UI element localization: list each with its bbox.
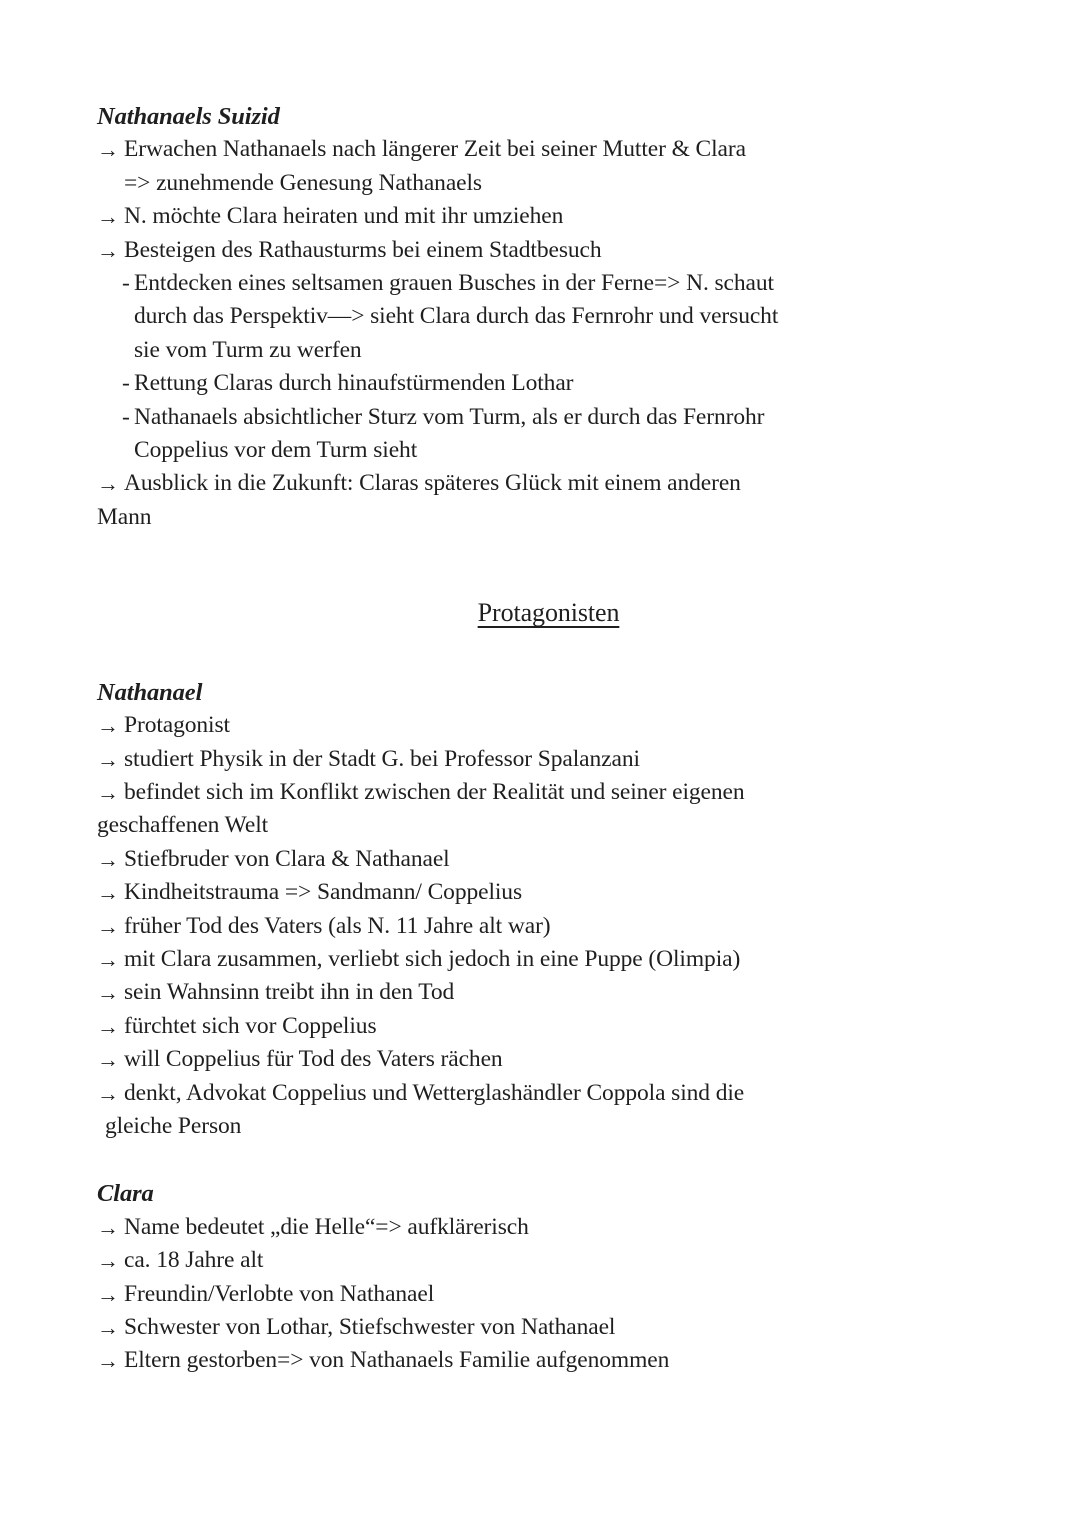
arrow-list-item (97, 976, 1000, 1009)
line-text: Eltern gestorben=> von Nathanaels Familie aufgenommen (124, 1347, 670, 1374)
arrow-list-item (97, 910, 1000, 943)
arrow-list-item (97, 843, 1000, 876)
dash-bullet-icon: - (122, 403, 130, 430)
arrow-list-item (97, 1278, 1000, 1311)
line-text: Erwachen Nathanaels nach längerer Zeit bei seiner Mutter & Clara (124, 136, 746, 163)
wrapped-text-line (97, 809, 1000, 842)
arrow-bullet-icon: → (97, 779, 119, 805)
line-text: => zunehmende Genesung Nathanaels (124, 169, 482, 196)
line-text: Nathanael (97, 678, 203, 706)
arrow-bullet-icon: → (97, 204, 119, 230)
arrow-bullet-icon: → (97, 1047, 119, 1073)
line-text: Protagonisten (477, 598, 620, 628)
arrow-bullet-icon: → (97, 713, 119, 739)
section-heading (97, 100, 1000, 133)
line-text: Kindheitstrauma => Sandmann/ Coppelius (124, 879, 523, 906)
arrow-list-item (97, 1344, 1000, 1377)
arrow-bullet-icon: → (97, 846, 119, 872)
dash-list-item (97, 367, 1000, 400)
section-spacer (97, 534, 1000, 596)
section-spacer (97, 630, 1000, 676)
line-text: fürchtet sich vor Coppelius (124, 1012, 377, 1039)
line-text: Mann (97, 503, 152, 530)
arrow-bullet-icon: → (97, 137, 119, 163)
dash-bullet-icon: - (122, 270, 130, 297)
arrow-list-item (97, 709, 1000, 742)
line-text: sein Wahnsinn treibt ihn in den Tod (124, 979, 455, 1006)
section-heading (97, 1177, 1000, 1210)
line-text: studiert Physik in der Stadt G. bei Professor Spalanzani (124, 745, 640, 772)
arrow-continuation-line (97, 167, 1000, 200)
line-text: geschaffenen Welt (97, 812, 269, 839)
arrow-bullet-icon: → (97, 946, 119, 972)
line-text: Entdecken eines seltsamen grauen Busches in der Ferne=> N. schaut (134, 270, 774, 297)
dash-list-item (97, 267, 1000, 300)
dash-bullet-icon: - (122, 370, 130, 397)
line-text: Name bedeutet „die Helle“=> aufklärerisch (124, 1213, 529, 1240)
arrow-list-item (97, 743, 1000, 776)
arrow-list-item (97, 876, 1000, 909)
line-text: Nathanaels Suizid (97, 103, 280, 130)
arrow-list-item (97, 1010, 1000, 1043)
line-text: durch das Perspektiv—> sieht Clara durch das Fernrohr und versucht (134, 303, 779, 330)
arrow-list-item (97, 1077, 1000, 1110)
arrow-bullet-icon: → (97, 1348, 119, 1374)
page-heading (97, 596, 1000, 629)
line-text: Freundin/Verlobte von Nathanael (124, 1280, 435, 1307)
arrow-list-item (97, 467, 1000, 500)
arrow-list-item (97, 1211, 1000, 1244)
arrow-list-item (97, 1043, 1000, 1076)
line-text: Nathanaels absichtlicher Sturz vom Turm, als er durch das Fernrohr (134, 403, 765, 430)
dash-list-item (97, 401, 1000, 434)
arrow-list-item (97, 133, 1000, 166)
dash-continuation-line (97, 434, 1000, 467)
line-text: Coppelius vor dem Turm sieht (134, 437, 418, 464)
line-text: will Coppelius für Tod des Vaters rächen (124, 1046, 503, 1073)
wrapped-text-line (97, 501, 1000, 534)
arrow-bullet-icon: → (97, 913, 119, 939)
dash-continuation-line (97, 334, 1000, 367)
line-text: Clara (97, 1180, 154, 1208)
arrow-list-item (97, 234, 1000, 267)
line-text: mit Clara zusammen, verliebt sich jedoch in eine Puppe (Olimpia) (124, 945, 741, 972)
line-text: Schwester von Lothar, Stiefschwester von Nathanael (124, 1314, 616, 1340)
arrow-bullet-icon: → (97, 1013, 119, 1039)
arrow-list-item (97, 776, 1000, 809)
arrow-bullet-icon: → (97, 1080, 119, 1106)
arrow-bullet-icon: → (97, 237, 119, 263)
arrow-list-item (97, 200, 1000, 233)
line-text: Rettung Claras durch hinaufstürmenden Lothar (134, 370, 574, 397)
line-text: N. möchte Clara heiraten und mit ihr umziehen (124, 203, 564, 230)
arrow-bullet-icon: → (97, 980, 119, 1006)
line-text: ca. 18 Jahre alt (124, 1247, 264, 1274)
line-text: denkt, Advokat Coppelius und Wetterglashändler Coppola sind die (124, 1079, 745, 1106)
line-text: befindet sich im Konflikt zwischen der Realität und seiner eigenen (124, 778, 745, 805)
line-text: Protagonist (124, 712, 230, 739)
wrapped-text-line (97, 1110, 1000, 1143)
line-text: Stiefbruder von Clara & Nathanael (124, 845, 450, 872)
arrow-list-item (97, 1311, 1000, 1344)
arrow-bullet-icon: → (97, 1281, 119, 1307)
line-text: früher Tod des Vaters (als N. 11 Jahre alt war) (124, 912, 551, 939)
section-spacer (97, 1143, 1000, 1177)
line-text: sie vom Turm zu werfen (134, 336, 362, 363)
line-text: Ausblick in die Zukunft: Claras späteres Glück mit einem anderen (124, 470, 741, 497)
arrow-bullet-icon: → (97, 880, 119, 906)
arrow-bullet-icon: → (97, 1214, 119, 1240)
arrow-bullet-icon: → (97, 746, 119, 772)
section-heading (97, 676, 1000, 709)
line-text: gleiche Person (105, 1112, 242, 1139)
arrow-list-item (97, 943, 1000, 976)
arrow-bullet-icon: → (97, 1248, 119, 1274)
arrow-bullet-icon: → (97, 1315, 119, 1340)
arrow-bullet-icon: → (97, 471, 119, 497)
line-text: Besteigen des Rathausturms bei einem Stadtbesuch (124, 236, 602, 263)
dash-continuation-line (97, 300, 1000, 333)
arrow-list-item (97, 1244, 1000, 1277)
